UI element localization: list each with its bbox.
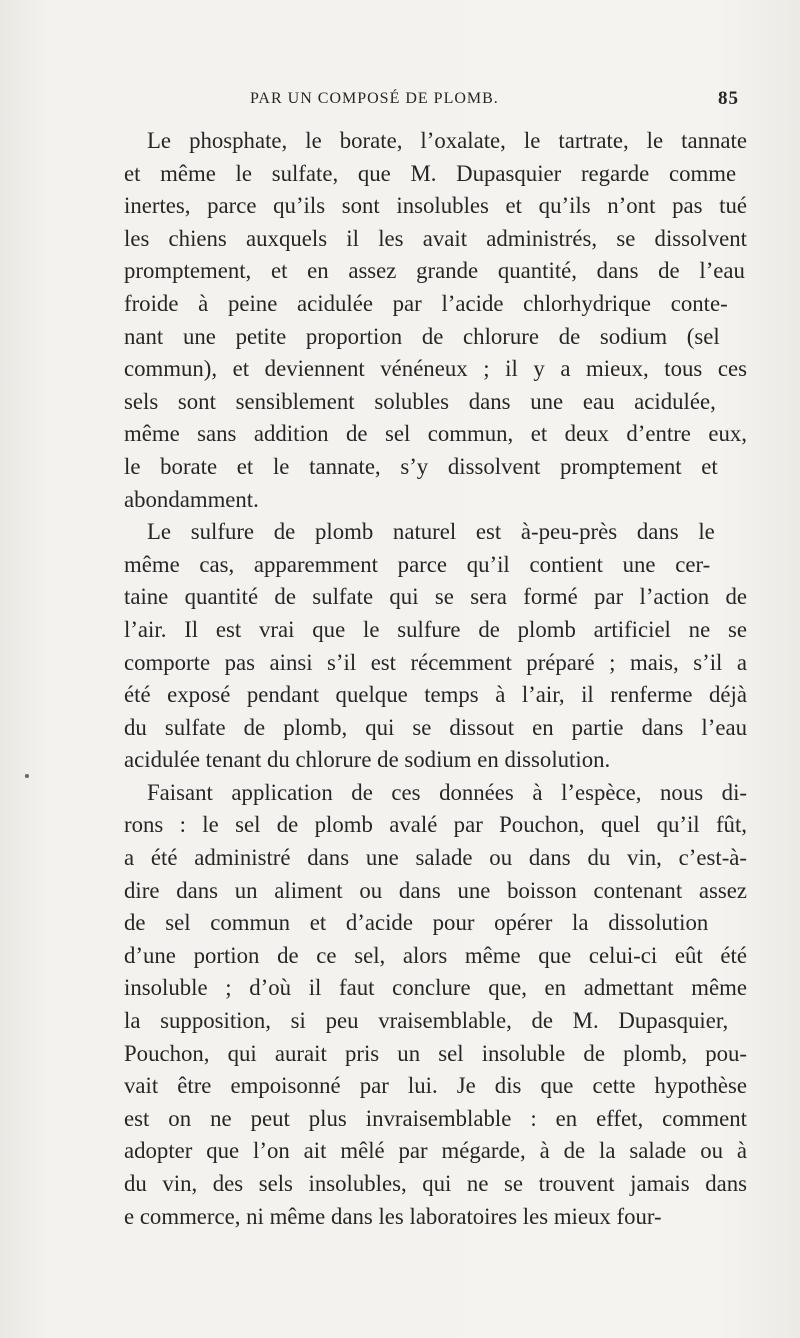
text-line: du vin, des sels insolubles, qui ne se trouvent jamais dans xyxy=(124,1171,747,1196)
text-line: abondamment. xyxy=(124,486,259,512)
text-line: Pouchon, qui aurait pris un sel insoluble de plomb, pou- xyxy=(124,1040,747,1066)
text-line: insoluble ; d’où il faut conclure que, en admettant même xyxy=(124,975,747,1001)
paragraph xyxy=(101,777,747,1233)
text-line: la supposition, si peu vraisemblable, de M. Dupasquier, xyxy=(124,1008,729,1034)
text-line: e commerce, ni même dans les laboratoires les mieux four- xyxy=(124,1203,662,1229)
text-line: adopter que l’on ait mêlé par mégarde, à de la salade ou à xyxy=(124,1138,747,1164)
text-line: est on ne peut plus invraisemblable : en effet, comment xyxy=(124,1105,747,1131)
text-line: a été administré dans une salade ou dans du vin, c’est-à- xyxy=(124,845,747,871)
text-line: et même le sulfate, que M. Dupasquier regarde comme xyxy=(124,160,737,186)
text-line: de sel commun et d’acide pour opérer la dissolution xyxy=(124,910,709,936)
text-line: rons : le sel de plomb avalé par Pouchon, quel qu’il fût, xyxy=(124,812,747,838)
text-line: acidulée tenant du chlorure de sodium en dissolution. xyxy=(124,747,611,773)
text-line: inertes, parce qu’ils sont insolubles et qu’ils n’ont pas tué xyxy=(124,193,747,219)
text-line: été exposé pendant quelque temps à l’air, il renferme déjà xyxy=(124,682,747,708)
text-line: Le phosphate, le borate, l’oxalate, le tartrate, le tannate xyxy=(147,128,747,153)
text-line: nant une petite proportion de chlorure de sodium (sel xyxy=(124,323,720,349)
text-line: Le sulfure de plomb naturel est à-peu-près dans le xyxy=(147,519,715,545)
text-line: les chiens auxquels il les avait administrés, se dissolvent xyxy=(124,225,747,251)
text-line: vait être empoisonné par lui. Je dis que cette hypothèse xyxy=(124,1073,747,1099)
text-line: sels sont sensiblement solubles dans une eau acidulée, xyxy=(124,388,716,414)
text-line: promptement, et en assez grande quantité, dans de l’eau xyxy=(124,258,745,284)
text-line: comporte pas ainsi s’il est récemment préparé ; mais, s’il a xyxy=(124,649,747,675)
text-line: froide à peine acidulée par l’acide chlorhydrique conte- xyxy=(124,290,728,316)
text-line: dire dans un aliment ou dans une boisson contenant assez xyxy=(124,877,747,903)
text-line: même cas, apparemment parce qu’il contient une cer- xyxy=(124,551,711,577)
ink-speck xyxy=(25,774,29,778)
running-head xyxy=(100,88,745,114)
body-text xyxy=(101,125,747,1233)
text-line: d’une portion de ce sel, alors même que celui-ci eût été xyxy=(124,942,747,968)
paragraph xyxy=(101,125,747,516)
text-line: du sulfate de plomb, qui se dissout en partie dans l’eau xyxy=(124,714,747,740)
paragraph xyxy=(101,516,747,777)
page-number: 85 xyxy=(718,88,739,109)
text-line: taine quantité de sulfate qui se sera formé par l’action de xyxy=(124,584,747,610)
running-title: PAR UN COMPOSÉ DE PLOMB. xyxy=(250,90,499,107)
text-line: commun), et deviennent vénéneux ; il y a mieux, tous ces xyxy=(124,356,747,382)
text-line: le borate et le tannate, s’y dissolvent promptement et xyxy=(124,453,718,479)
text-line: l’air. Il est vrai que le sulfure de plomb artificiel ne se xyxy=(124,616,747,642)
text-line: même sans addition de sel commun, et deux d’entre eux, xyxy=(124,421,747,447)
text-line: Faisant application de ces données à l’espèce, nous di- xyxy=(147,779,747,805)
